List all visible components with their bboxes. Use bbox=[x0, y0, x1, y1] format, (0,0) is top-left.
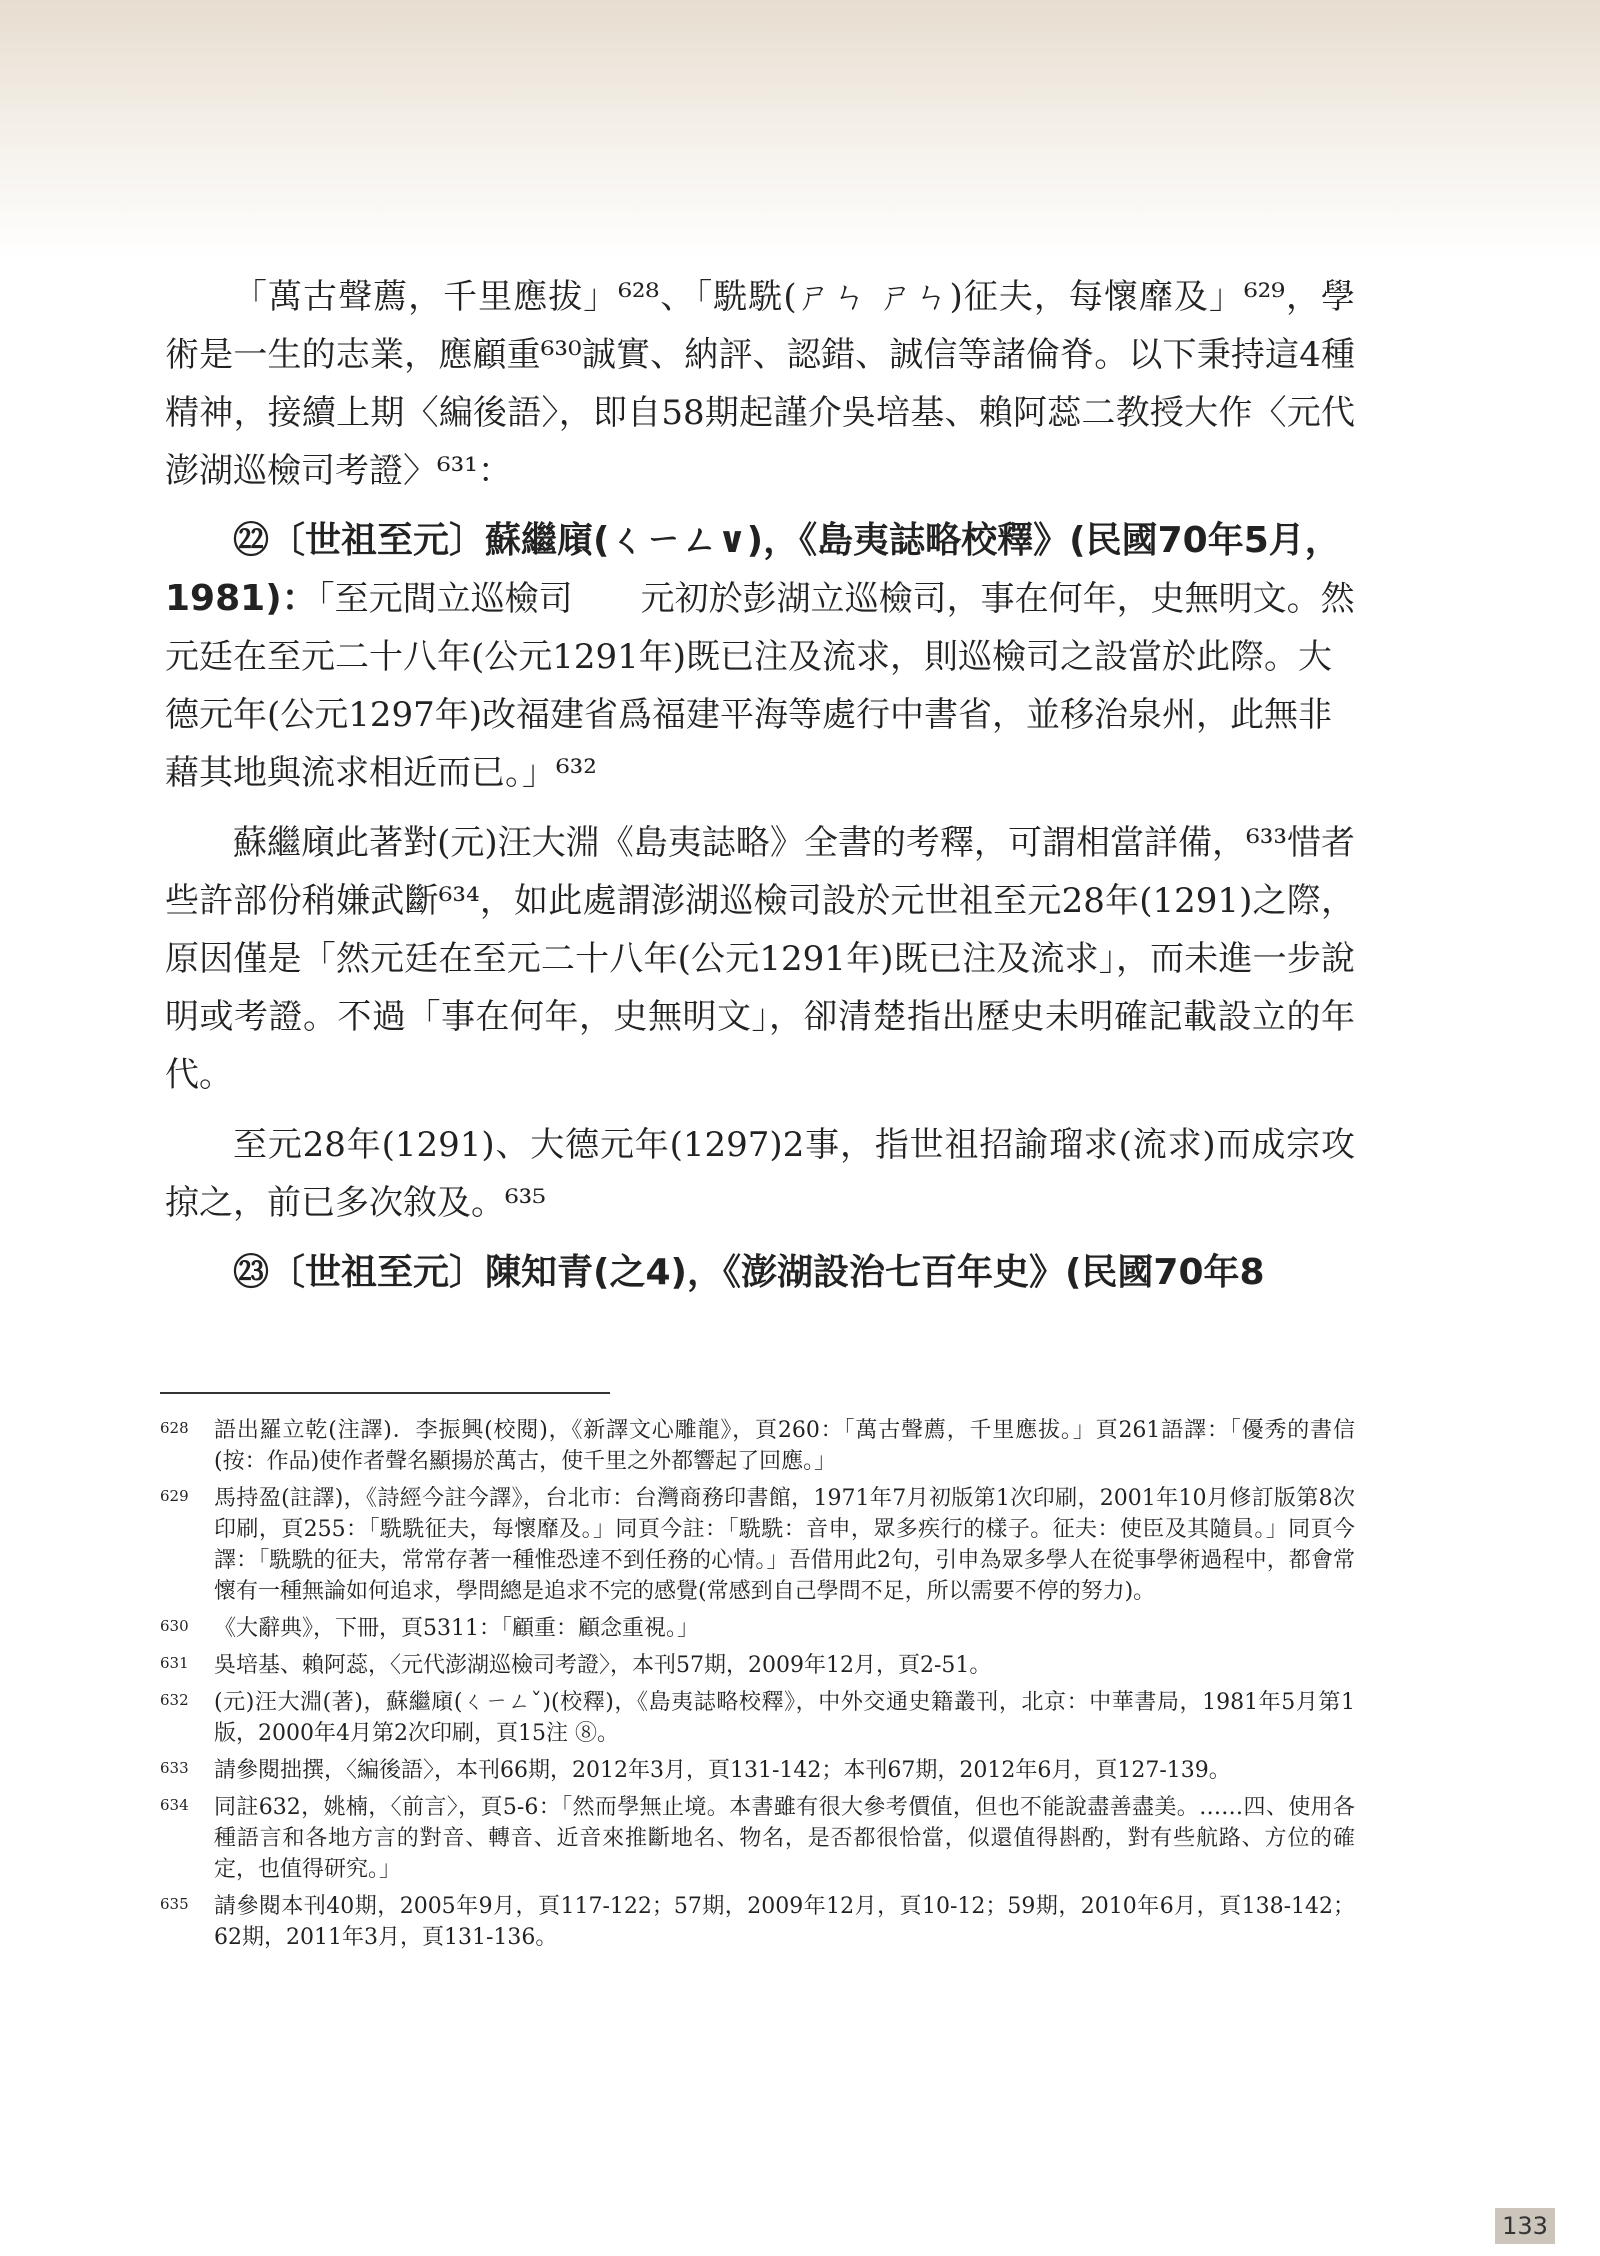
paragraph-intro: 「萬古聲薦，千里應拔」⁶²⁸、「駪駪(ㄕㄣ ㄕㄣ)征夫，每懷靡及」⁶²⁹，學術是一生的志業，應顧重⁶³⁰誠實、納評、認錯、誠信等諸倫脊。以下秉持這4種精神，接續上期〈編後語〉，即自58期起謹介吳培基、賴阿蕊二教授大作〈元代澎湖巡檢司考證〉⁶³¹： bbox=[165, 277, 1355, 491]
footnote: 635 請參閱本刊40期，2005年9月，頁117-122；57期，2009年12月，頁10-12；59期，2010年6月，頁138-142；62期，2011年3月，頁131-136。 bbox=[160, 1894, 1355, 1950]
footnote: 633 請參閱拙撰，〈編後語〉，本刊66期，2012年3月，頁131-142；本刊67期，2012年6月，頁127-139。 bbox=[160, 1758, 1231, 1783]
paragraph-note: 至元28年(1291)、大德元年(1297)2事，指世祖招諭瑠求(流求)而成宗攻掠之，前已多次敘及。⁶³⁵ bbox=[165, 1125, 1355, 1223]
footnote: 634 同註632，姚楠，〈前言〉，頁5-6：「然而學無止境。本書雖有很大參考價值，但也不能說盡善盡美。……四、使用各種語言和各地方言的對音、轉音、近音來推斷地名、物名，是否都很恰當，似還值得斟酌，對有些航路、方位的確定，也值得研究。」 bbox=[160, 1795, 1355, 1882]
entry-heading-22 bbox=[165, 512, 1355, 802]
footnote: 632 (元)汪大淵(著)，蘇繼廎(ㄑㄧㄥˇ)(校釋)，《島夷誌略校釋》，中外交通史籍叢刊，北京：中華書局，1981年5月第1版，2000年4月第2次印刷，頁15注 ⑧。 bbox=[160, 1690, 1355, 1746]
main-text bbox=[165, 268, 1355, 1314]
page-top-shading bbox=[0, 0, 1600, 260]
footnote: 630 《大辭典》，下冊，頁5311：「顧重：顧念重視。」 bbox=[160, 1616, 699, 1641]
footnotes bbox=[160, 1415, 1355, 1959]
entry-heading-23: ㉓〔世祖至元〕陳知青(之4)，《澎湖設治七百年史》(民國70年8 bbox=[233, 1252, 1265, 1293]
paragraph-commentary: 蘇繼廎此著對(元)汪大淵《島夷誌略》全書的考釋，可謂相當詳備，⁶³³惜者些許部份稍嫌武斷⁶³⁴，如此處謂澎湖巡檢司設於元世祖至元28年(1291)之際，原因僅是「然元廷在至元二十八年(公元1291年)既已注及流求」，而未進一步說明或考證。不過「事在何年，史無明文」，卻清楚指出歷史未明確記載設立的年代。 bbox=[165, 823, 1355, 1095]
footnote: 629 馬持盈(註譯)，《詩經今註今譯》，台北市：台灣商務印書館，1971年7月初版第1次印刷，2001年10月修訂版第8次印刷，頁255：「駪駪征夫，每懷靡及。」同頁今註：「駪駪：音申，眾多疾行的樣子。征夫：使臣及其隨員。」同頁今譯：「駪駪的征夫，常常存著一種惟恐達不到任務的心情。」吾借用此2句，引申為眾多學人在從事學術過程中，都會常懷有一種無論如何追求，學問總是追求不完的感覺(常感到自己學問不足，所以需要不停的努力)。 bbox=[160, 1486, 1355, 1604]
footnote: 628 語出羅立乾(注譯)．李振興(校閱)，《新譯文心雕龍》，頁260：「萬古聲薦，千里應拔。」頁261語譯：「優秀的書信(按：作品)使作者聲名顯揚於萬古，使千里之外都響起了回應。」 bbox=[160, 1418, 1355, 1474]
footnote-divider bbox=[160, 1392, 610, 1394]
entry-22-quote: 「至元間立巡檢司 元初於彭湖立巡檢司，事在何年，史無明文。然元廷在至元二十八年(公元1291年)既已注及流求，則巡檢司之設當於此際。大德元年(公元1297年)改福建省爲福建平海等處行中書省，並移治泉州，此無非藉其地與流求相近而已。」⁶³² bbox=[165, 579, 1355, 793]
entry-heading-22-title: ㉒〔世祖至元〕蘇繼廎(ㄑㄧㄥ∨)，《島夷誌略校釋》(民國70年5月，1981)： bbox=[165, 520, 1341, 619]
footnote: 631 吳培基、賴阿蕊，〈元代澎湖巡檢司考證〉，本刊57期，2009年12月，頁2-51。 bbox=[160, 1653, 992, 1678]
page-number: 133 bbox=[1495, 2208, 1555, 2244]
